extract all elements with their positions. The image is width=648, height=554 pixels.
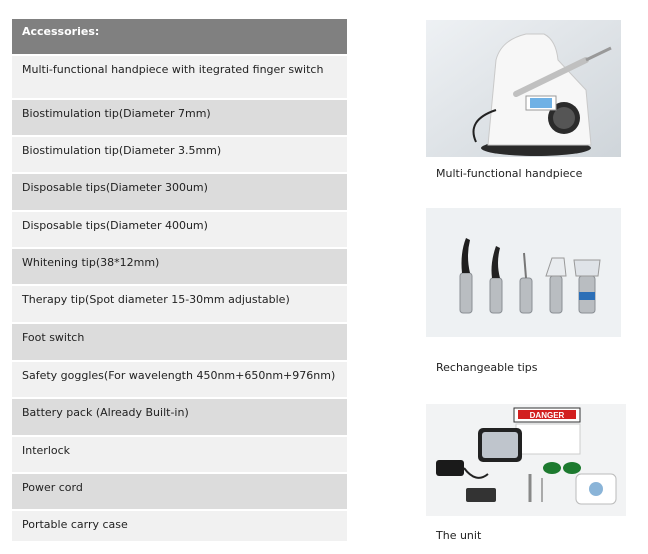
table-row bbox=[12, 172, 347, 210]
table-cell: Disposable tips(Diameter 300um) bbox=[22, 181, 208, 194]
table-header: Accessories: bbox=[12, 19, 347, 54]
caption-tips: Rechangeable tips bbox=[436, 361, 538, 374]
table-row bbox=[12, 360, 347, 397]
table-row bbox=[12, 397, 347, 435]
table-cell: Disposable tips(Diameter 400um) bbox=[22, 219, 208, 232]
table-cell: Portable carry case bbox=[22, 518, 128, 531]
caption-unit: The unit bbox=[436, 529, 482, 542]
table-cell: Biostimulation tip(Diameter 3.5mm) bbox=[22, 144, 222, 157]
table-cell: Interlock bbox=[22, 444, 71, 457]
handpiece-photo bbox=[426, 20, 621, 157]
table-cell: Whitening tip(38*12mm) bbox=[22, 256, 160, 269]
table-row bbox=[12, 247, 347, 284]
table-row bbox=[12, 98, 347, 135]
table-row bbox=[12, 435, 347, 472]
table-row bbox=[12, 284, 347, 322]
table-cell: Safety goggles(For wavelength 450nm+650nm+976nm) bbox=[22, 369, 336, 382]
table-row bbox=[12, 54, 347, 98]
table-row bbox=[12, 472, 347, 509]
table-cell: Power cord bbox=[22, 481, 83, 494]
caption-handpiece: Multi-functional handpiece bbox=[436, 167, 583, 180]
table-row bbox=[12, 210, 347, 247]
table-cell: Biostimulation tip(Diameter 7mm) bbox=[22, 107, 211, 120]
danger-sign-text: DANGER bbox=[529, 411, 565, 420]
table-row bbox=[12, 135, 347, 172]
table-cell: Multi-functional handpiece with itegrated finger switch bbox=[22, 63, 324, 76]
table-cell: Battery pack (Already Built-in) bbox=[22, 406, 189, 419]
table-cell: Therapy tip(Spot diameter 15-30mm adjustable) bbox=[22, 293, 290, 306]
table-row bbox=[12, 322, 347, 360]
tips-photo bbox=[426, 208, 621, 337]
unit-photo bbox=[426, 404, 626, 516]
table-cell: Foot switch bbox=[22, 331, 85, 344]
table-row bbox=[12, 509, 347, 541]
accessories-table bbox=[12, 19, 347, 541]
